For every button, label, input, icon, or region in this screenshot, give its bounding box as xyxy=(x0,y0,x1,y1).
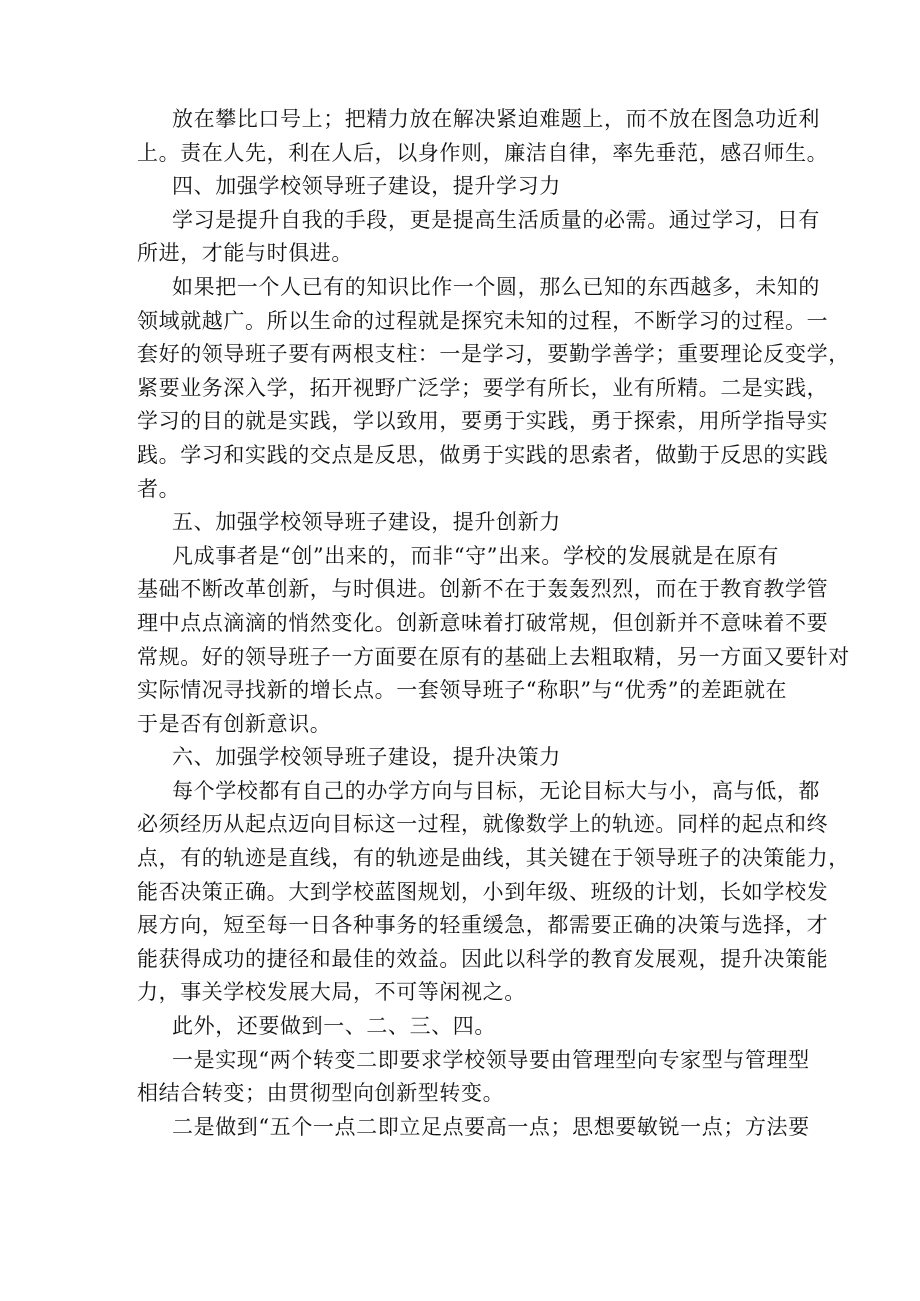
section-heading: 六、加强学校领导班子建设，提升决策力 xyxy=(172,745,561,770)
section-heading: 四、加强学校领导班子建设，提升学习力 xyxy=(172,174,561,199)
text-line: 如果把一个人已有的知识比作一个圆，那么已知的东西越多，未知的 xyxy=(172,274,820,299)
text-line: 力，事关学校发展大局，不可等闲视之。 xyxy=(137,980,526,1005)
text-line: 二是做到“五个一点二即立足点要高一点；思想要敏锐一点；方法要 xyxy=(172,1114,810,1139)
text-line: 一是实现“两个转变二即要求学校领导要由管理型向专家型与管理型 xyxy=(172,1047,810,1072)
text-line: 实际情况寻找新的增长点。一套领导班子“称职”与“优秀”的差距就在 xyxy=(137,678,788,703)
text-line: 此外，还要做到一、二、三、四。 xyxy=(172,1014,496,1039)
section-heading: 五、加强学校领导班子建设，提升创新力 xyxy=(172,510,561,535)
document-page xyxy=(137,103,850,1144)
text-line: 能否决策正确。大到学校蓝图规划，小到年级、班级的计划，长如学校发 xyxy=(137,879,829,904)
text-line: 于是否有创新意识。 xyxy=(137,711,332,736)
text-line: 放在攀比口号上；把精力放在解决紧迫难题上，而不放在图急功近利 xyxy=(172,107,820,131)
text-line: 展方向，短至每一日各种事务的轻重缓急，都需要正确的决策与选择，才 xyxy=(137,913,829,938)
text-line: 能获得成功的捷径和最佳的效益。因此以科学的教育发展观，提升决策能 xyxy=(137,946,829,971)
text-line: 套好的领导班子要有两根支柱：一是学习，要勤学善学；重要理论反变学， xyxy=(137,342,850,367)
text-line: 践。学习和实践的交点是反思，做勇于实践的思索者，做勤于反思的实践 xyxy=(137,442,829,467)
text-line: 点，有的轨迹是直线，有的轨迹是曲线，其关键在于领导班子的决策能力， xyxy=(137,846,850,871)
text-line: 理中点点滴滴的悄然变化。创新意味着打破常规，但创新并不意味着不要 xyxy=(137,610,829,635)
text-line: 紧要业务深入学，拓开视野广泛学；要学有所长，业有所精。二是实践， xyxy=(137,375,829,400)
text-line: 所进，才能与时俱进。 xyxy=(137,241,353,266)
text-line: 领域就越广。所以生命的过程就是探究未知的过程，不断学习的过程。一 xyxy=(137,308,829,333)
text-line: 每个学校都有自己的办学方向与目标，无论目标大与小，高与低，都 xyxy=(172,778,820,803)
text-line: 学习的目的就是实践，学以致用，要勇于实践，勇于探索，用所学指导实 xyxy=(137,409,829,434)
text-line: 者。 xyxy=(137,476,181,501)
text-line: 凡成事者是“创”出来的，而非“守”出来。学校的发展就是在原有 xyxy=(172,543,779,568)
text-line: 上。责在人先，利在人后，以身作则，廉洁自律，率先垂范，感召师生。 xyxy=(137,140,829,165)
text-line: 相结合转变；由贯彻型向创新型转变。 xyxy=(137,1081,505,1106)
text-line: 常规。好的领导班子一方面要在原有的基础上去粗取精，另一方面又要针对 xyxy=(137,644,850,669)
text-line: 基础不断改革创新，与时俱进。创新不在于轰轰烈烈，而在于教育教学管 xyxy=(137,577,829,602)
text-line: 学习是提升自我的手段，更是提高生活质量的必需。通过学习，日有 xyxy=(172,207,820,232)
text-line: 必须经历从起点迈向目标这一过程，就像数学上的轨迹。同样的起点和终 xyxy=(137,812,829,837)
